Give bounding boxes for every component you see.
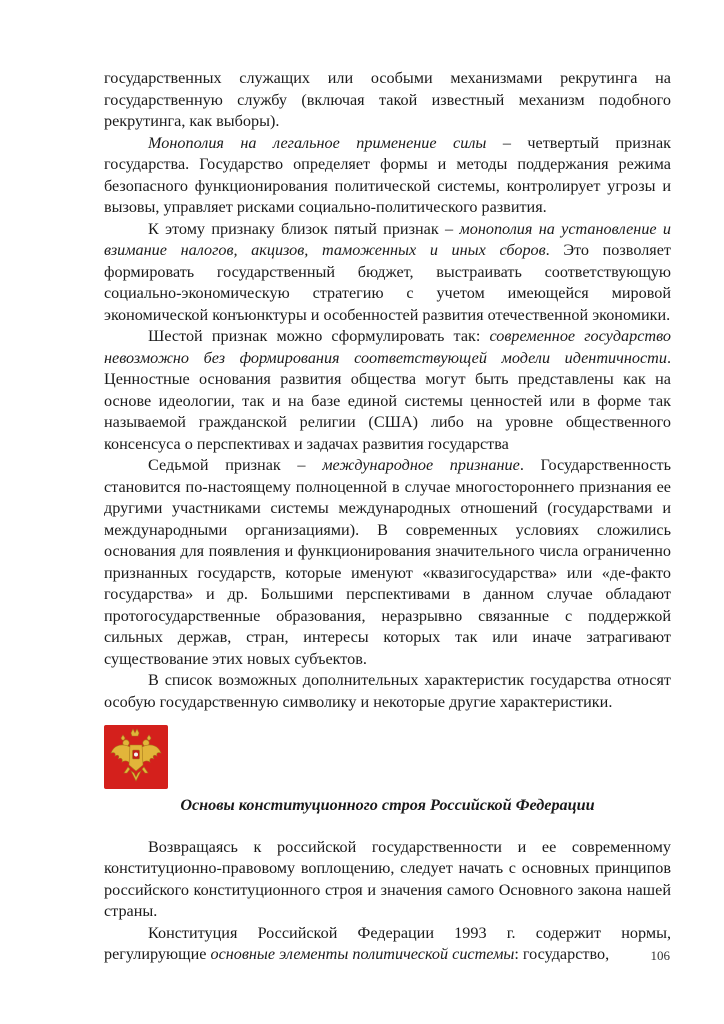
paragraph-text: . Это позволяет формировать государственный бюджет, выстраивать соответствующую социально-экономическую стратегию с учетом имеющейся мировой экономической конъюнктуры и особенностей развития отечественной экономики. [104,241,671,324]
page-number: 106 [650,948,670,963]
paragraph-text: : государство, [514,945,610,963]
emphasis-text: современное государство невозможно без формирования соответствующей модели идентичности [104,327,671,367]
paragraph-additional-characteristics: В список возможных дополнительных характеристик государства относят особую государственную символику и некоторые другие характеристики. [104,671,671,711]
paragraph-text: Конституция Российской Федерации 1993 г. содержит нормы, регулирующие [104,923,671,963]
paragraph-fourth-sign [104,133,671,219]
paragraph-text: . Ценностные основания развития общества могут быть представлены как на основе идеологии, так и на базе единой системы ценностей или в форме так называемой гражданской религии (США) либо на уровне общественного консенсуса о перспективах и задачах развития государства [104,348,671,453]
paragraph-constitution-intro: Возвращаясь к российской государственности и ее современному конституционно-правовому воплощению, следует начать с основных принципов российского конституционного строя и значения самого Основного закона нашей страны. [104,837,671,920]
paragraph-sixth-sign [104,326,671,455]
paragraph-text: К этому признаку близок пятый признак – [148,219,460,238]
paragraph-text: . Государственность становится по-настоящему полноценной в случае многостороннего признания ее другими участниками системы международных отношений (государствами и международными организациями). В современных условиях сложились основания для появления и функционирования значительного числа ограниченно признанных государств, которые именуют «квазигосударства» или «де-факто государства» и др. Большими перспективами в данном случае обладают протогосударственные образования, неразрывно связанные с поддержкой сильных держав, стран, интересы которых так или иначе затрагивают существование этих новых субъектов. [104,456,671,668]
paragraph-recruitment: государственных служащих или особыми механизмами рекрутинга на государственную службу (включая такой известный механизм подобного рекрутинга, как выборы). [104,69,671,130]
section-title: Основы конституционного строя Российской Федерации [180,796,595,814]
coat-of-arms-icon [104,725,168,789]
emphasis-text: основные элементы политической системы [210,945,515,963]
paragraph-text: Седьмой признак – [148,456,323,474]
paragraph-fifth-sign [104,219,671,327]
paragraph-seventh-sign [104,455,671,670]
paragraph-constitution-norms [104,923,671,966]
paragraph-text: – четвертый признак государства. Государство определяет формы и методы поддержания режима безопасного функционирования политической системы, контролирует угрозы и вызовы, управляет рисками социально-политического развития. [104,133,671,216]
emphasis-text: международное признание [322,456,520,474]
paragraph-text: Шестой признак можно сформулировать так: [148,327,490,345]
emphasis-text: Монополия на легальное применение силы [148,133,487,152]
document-page [104,68,671,966]
emphasis-text: монополия на установление и взимание налогов, акцизов, таможенных и иных сборов [104,219,671,259]
